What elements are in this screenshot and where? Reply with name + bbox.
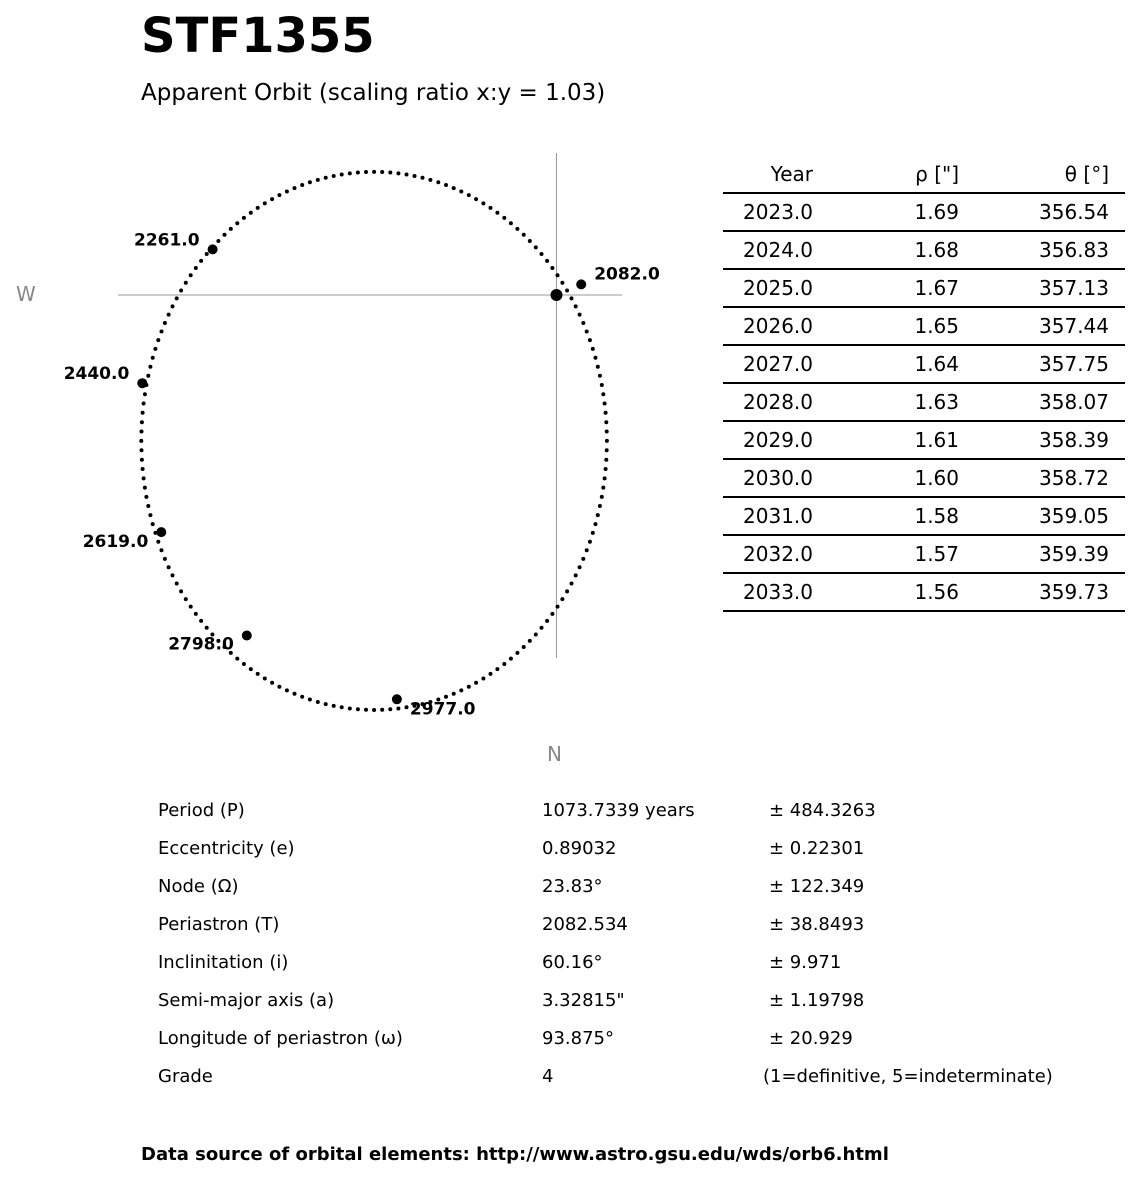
year-cell: 2031.0 — [723, 497, 813, 535]
epoch-marker — [242, 631, 252, 641]
orbit-point — [522, 233, 526, 237]
orbit-point — [436, 180, 440, 184]
table-row — [723, 459, 1125, 497]
rho-cell: 1.58 — [813, 497, 959, 535]
theta-cell: 357.75 — [959, 345, 1109, 383]
element-value: 93.875° — [542, 1028, 614, 1049]
orbit-point — [143, 486, 147, 490]
orbit-point — [605, 439, 609, 443]
orbit-point — [348, 707, 352, 711]
orbit-point — [545, 259, 549, 263]
orbit-point — [308, 698, 312, 702]
theta-cell: 359.05 — [959, 497, 1109, 535]
orbit-point — [604, 411, 608, 415]
orbit-point — [300, 183, 304, 187]
rho-cell: 1.57 — [813, 535, 959, 573]
rho-cell: 1.65 — [813, 307, 959, 345]
orbit-point — [495, 211, 499, 215]
orbit-point — [270, 681, 274, 685]
orbit-point — [285, 688, 289, 692]
orbit-point — [405, 705, 409, 709]
orbit-point — [600, 383, 604, 387]
orbit-point — [396, 171, 400, 175]
orbit-point — [467, 193, 471, 197]
epoch-label: 2619.0 — [82, 532, 149, 553]
element-name: Period (P) — [158, 800, 245, 821]
orbit-point — [141, 411, 145, 415]
element-error: ± 20.929 — [769, 1028, 853, 1049]
orbit-point — [141, 467, 145, 471]
orbit-point — [598, 374, 602, 378]
year-cell: 2029.0 — [723, 421, 813, 459]
orbit-point — [189, 273, 193, 277]
epoch-label: 2082.0 — [594, 264, 660, 285]
table-row — [723, 345, 1125, 383]
orbit-point — [600, 495, 604, 499]
orbit-point — [300, 695, 304, 699]
epoch-label: 2261.0 — [133, 230, 200, 251]
element-name: Grade — [158, 1066, 213, 1087]
orbit-point — [380, 170, 384, 174]
orbit-point — [146, 504, 150, 508]
theta-cell: 357.44 — [959, 307, 1109, 345]
orbit-point — [142, 402, 146, 406]
orbit-point — [428, 178, 432, 182]
orbit-point — [388, 707, 392, 711]
orbit-point — [481, 677, 485, 681]
orbit-point — [242, 216, 246, 220]
orbit-point — [340, 705, 344, 709]
orbit-point — [163, 557, 167, 561]
table-row — [723, 231, 1125, 269]
orbit-point — [324, 176, 328, 180]
orbit-point — [502, 216, 506, 220]
orbit-point — [605, 448, 609, 452]
epoch-marker — [576, 279, 586, 289]
orbit-point — [199, 259, 203, 263]
orbit-point — [565, 589, 569, 593]
epoch-marker — [208, 244, 218, 254]
orbit-point — [293, 692, 297, 696]
orbit-point — [364, 708, 368, 712]
rho-cell: 1.64 — [813, 345, 959, 383]
rho-cell: 1.60 — [813, 459, 959, 497]
orbit-point — [603, 476, 607, 480]
orbit-point — [148, 513, 152, 517]
orbit-point — [574, 304, 578, 308]
orbit-point — [316, 178, 320, 182]
year-cell: 2027.0 — [723, 345, 813, 383]
north-label: N — [547, 742, 562, 766]
orbit-point — [151, 356, 155, 360]
orbit-point — [588, 540, 592, 544]
orbit-point — [502, 662, 506, 666]
orbit-point — [474, 681, 478, 685]
orbit-point — [229, 227, 233, 231]
table-row — [723, 193, 1125, 231]
orbit-point — [528, 639, 532, 643]
orbit-point — [324, 702, 328, 706]
orbit-point — [515, 651, 519, 655]
orbit-point — [332, 174, 336, 178]
theta-column-header: θ [°] — [959, 156, 1109, 193]
element-name: Periastron (T) — [158, 914, 280, 935]
orbit-point — [556, 273, 560, 277]
orbit-point — [263, 677, 267, 681]
orbit-point — [489, 206, 493, 210]
element-name: Eccentricity (e) — [158, 838, 295, 859]
orbit-point — [372, 708, 376, 712]
rho-cell: 1.61 — [813, 421, 959, 459]
orbit-point — [140, 430, 144, 434]
theta-cell: 358.07 — [959, 383, 1109, 421]
orbit-point — [140, 458, 144, 462]
rho-cell: 1.67 — [813, 269, 959, 307]
orbit-point — [604, 458, 608, 462]
orbit-point — [249, 667, 253, 671]
orbit-point — [285, 190, 289, 194]
orbit-point — [270, 197, 274, 201]
element-value: 4 — [542, 1066, 554, 1087]
orbit-point — [167, 313, 171, 317]
orbit-point — [171, 573, 175, 577]
orbit-point — [308, 180, 312, 184]
orbit-point — [560, 597, 564, 601]
orbit-point — [396, 707, 400, 711]
ephemeris-header-row — [723, 156, 1125, 193]
rho-cell: 1.68 — [813, 231, 959, 269]
orbit-point — [160, 330, 164, 334]
orbit-point — [332, 704, 336, 708]
orbit-point — [142, 476, 146, 480]
rho-column-header: ρ ["] — [813, 156, 959, 193]
orbit-point — [356, 707, 360, 711]
orbit-point — [199, 619, 203, 623]
west-label: W — [16, 282, 36, 306]
table-row — [723, 269, 1125, 307]
orbit-point — [184, 281, 188, 285]
epoch-label: 2440.0 — [63, 364, 130, 385]
orbit-point — [148, 365, 152, 369]
orbit-point — [534, 633, 538, 637]
orbit-point — [591, 347, 595, 351]
epoch-label: 2977.0 — [409, 699, 476, 720]
orbit-point — [588, 338, 592, 342]
theta-cell: 358.72 — [959, 459, 1109, 497]
element-error: ± 484.3263 — [769, 800, 876, 821]
table-row — [723, 573, 1125, 611]
orbit-point — [293, 186, 297, 190]
orbit-point — [603, 402, 607, 406]
rho-cell: 1.56 — [813, 573, 959, 611]
epoch-label: 2798.0 — [168, 634, 234, 655]
theta-cell: 357.13 — [959, 269, 1109, 307]
orbit-point — [459, 688, 463, 692]
orbit-point — [522, 645, 526, 649]
element-error: ± 38.8493 — [769, 914, 865, 935]
element-name: Semi-major axis (a) — [158, 990, 335, 1011]
element-value: 23.83° — [542, 876, 603, 897]
rho-cell: 1.69 — [813, 193, 959, 231]
year-cell: 2023.0 — [723, 193, 813, 231]
orbit-point — [223, 233, 227, 237]
orbit-point — [263, 201, 267, 205]
orbit-point — [585, 548, 589, 552]
orbit-point — [604, 467, 608, 471]
orbit-point — [205, 252, 209, 256]
orbit-point — [179, 589, 183, 593]
year-cell: 2033.0 — [723, 573, 813, 611]
epoch-marker — [156, 527, 166, 537]
orbit-point — [560, 281, 564, 285]
orbit-point — [216, 239, 220, 243]
element-name: Node (Ω) — [158, 876, 239, 897]
orbit-point — [316, 700, 320, 704]
epoch-marker — [137, 378, 147, 388]
orbit-point — [515, 227, 519, 231]
table-row — [723, 535, 1125, 573]
orbit-point — [495, 667, 499, 671]
data-source-note: Data source of orbital elements: http://www.astro.gsu.edu/wds/orb6.html — [141, 1144, 889, 1165]
page-title: STF1355 — [141, 8, 375, 64]
theta-cell: 358.39 — [959, 421, 1109, 459]
orbit-point — [175, 296, 179, 300]
orbit-point — [556, 605, 560, 609]
theta-cell: 359.39 — [959, 535, 1109, 573]
orbit-point — [528, 239, 532, 243]
orbit-point — [570, 582, 574, 586]
orbit-point — [601, 392, 605, 396]
orbit-point — [452, 692, 456, 696]
orbit-point — [601, 486, 605, 490]
element-value: 2082.534 — [542, 914, 628, 935]
epoch-marker — [392, 694, 402, 704]
orbit-point — [156, 338, 160, 342]
element-error: (1=definitive, 5=indeterminate) — [763, 1066, 1053, 1087]
orbit-point — [550, 612, 554, 616]
orbit-point — [194, 266, 198, 270]
orbit-point — [140, 448, 144, 452]
orbit-point — [179, 289, 183, 293]
orbit-point — [581, 557, 585, 561]
orbit-point — [509, 657, 513, 661]
orbit-point — [594, 522, 598, 526]
orbit-point — [540, 626, 544, 630]
orbit-point — [356, 171, 360, 175]
orbit-point — [545, 619, 549, 623]
orbit-point — [574, 573, 578, 577]
orbit-point — [444, 183, 448, 187]
orbit-point — [163, 321, 167, 325]
orbit-point — [140, 420, 144, 424]
orbit-point — [144, 495, 148, 499]
year-cell: 2025.0 — [723, 269, 813, 307]
element-value: 3.32815" — [542, 990, 625, 1011]
orbit-point — [467, 685, 471, 689]
orbit-point — [509, 221, 513, 225]
element-error: ± 1.19798 — [769, 990, 865, 1011]
theta-cell: 356.54 — [959, 193, 1109, 231]
year-column-header: Year — [723, 156, 813, 193]
element-value: 60.16° — [542, 952, 603, 973]
orbit-point — [570, 296, 574, 300]
orbit-point — [277, 193, 281, 197]
orbit-point — [550, 266, 554, 270]
element-error: ± 9.971 — [769, 952, 842, 973]
element-name: Longitude of periastron (ω) — [158, 1028, 403, 1049]
orbit-point — [380, 708, 384, 712]
orbit-point — [151, 522, 155, 526]
table-row — [723, 421, 1125, 459]
orbit-point — [421, 176, 425, 180]
year-cell: 2032.0 — [723, 535, 813, 573]
orbit-point — [474, 197, 478, 201]
orbit-point — [153, 347, 157, 351]
year-cell: 2030.0 — [723, 459, 813, 497]
orbit-point — [364, 170, 368, 174]
orbit-point — [372, 170, 376, 174]
orbit-point — [139, 439, 143, 443]
orbit-point — [596, 513, 600, 517]
orbit-point — [171, 304, 175, 308]
orbit-point — [146, 374, 150, 378]
orbit-point — [175, 582, 179, 586]
orbit-point — [596, 365, 600, 369]
orbit-point — [605, 430, 609, 434]
orbit-point — [452, 186, 456, 190]
year-cell: 2026.0 — [723, 307, 813, 345]
theta-cell: 359.73 — [959, 573, 1109, 611]
element-name: Inclinitation (i) — [158, 952, 289, 973]
orbit-point — [459, 190, 463, 194]
ephemeris-table — [723, 156, 1125, 612]
orbit-point — [189, 605, 193, 609]
orbit-point — [167, 565, 171, 569]
orbit-point — [143, 392, 147, 396]
orbit-chart — [0, 0, 700, 780]
orbit-point — [578, 565, 582, 569]
element-error: ± 0.22301 — [769, 838, 865, 859]
orbit-point — [444, 695, 448, 699]
orbit-point — [235, 657, 239, 661]
orbit-point — [591, 531, 595, 535]
orbit-point — [594, 356, 598, 360]
element-value: 0.89032 — [542, 838, 617, 859]
orbit-point — [481, 201, 485, 205]
page-subtitle: Apparent Orbit (scaling ratio x:y = 1.03) — [141, 80, 606, 106]
orbit-point — [340, 173, 344, 177]
orbit-point — [598, 504, 602, 508]
table-row — [723, 497, 1125, 535]
orbit-point — [184, 597, 188, 601]
year-cell: 2028.0 — [723, 383, 813, 421]
orbit-point — [205, 626, 209, 630]
orbit-point — [565, 289, 569, 293]
element-value: 1073.7339 years — [542, 800, 695, 821]
table-row — [723, 307, 1125, 345]
orbit-point — [578, 313, 582, 317]
orbit-point — [256, 672, 260, 676]
rho-cell: 1.63 — [813, 383, 959, 421]
orbit-point — [156, 540, 160, 544]
orbit-point — [235, 221, 239, 225]
orbit-point — [348, 171, 352, 175]
primary-star-marker — [551, 289, 563, 301]
orbit-point — [604, 420, 608, 424]
orbit-point — [585, 330, 589, 334]
orbit-point — [534, 245, 538, 249]
orbit-point — [242, 662, 246, 666]
element-error: ± 122.349 — [769, 876, 865, 897]
orbit-point — [540, 252, 544, 256]
table-row — [723, 383, 1125, 421]
orbit-point — [405, 173, 409, 177]
orbit-point — [277, 685, 281, 689]
orbit-point — [413, 174, 417, 178]
theta-cell: 356.83 — [959, 231, 1109, 269]
orbit-point — [194, 612, 198, 616]
orbit-point — [249, 211, 253, 215]
orbit-point — [256, 206, 260, 210]
year-cell: 2024.0 — [723, 231, 813, 269]
orbit-point — [388, 171, 392, 175]
epoch-markers — [64, 230, 660, 719]
orbit-point — [581, 321, 585, 325]
orbit-point — [160, 548, 164, 552]
orbit-point — [489, 672, 493, 676]
